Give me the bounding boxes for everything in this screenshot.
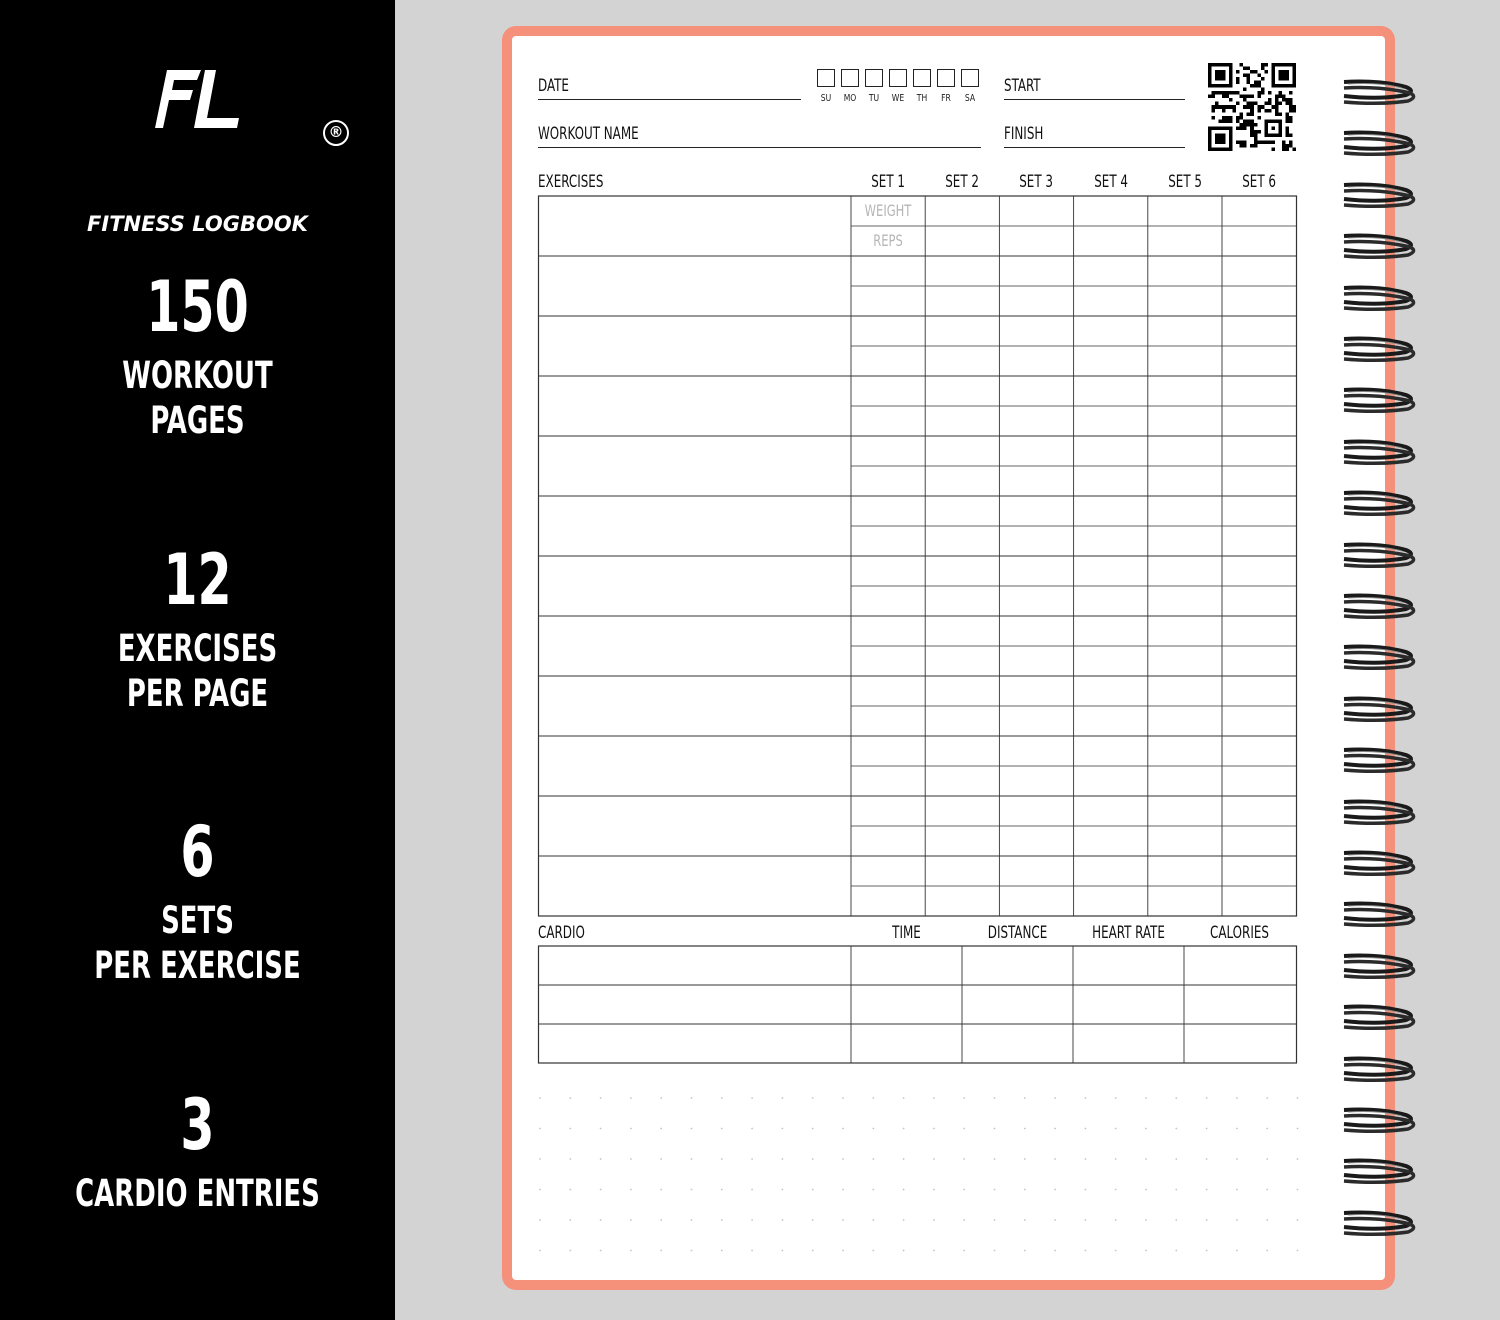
- reps-hint: REPS: [873, 231, 903, 250]
- dot-grid-dot: [721, 1097, 723, 1099]
- spiral-coil: [1340, 592, 1420, 622]
- spiral-coil: [1340, 541, 1420, 571]
- dot-grid-dot: [1175, 1097, 1177, 1099]
- spiral-coil: [1340, 335, 1420, 365]
- dot-grid-dot: [569, 1250, 571, 1252]
- cardio-table-border: [539, 946, 1297, 1063]
- spiral-coil: [1340, 1055, 1420, 1085]
- cardio-header-heart-rate: HEART RATE: [1092, 923, 1165, 943]
- dot-grid-dot: [842, 1128, 844, 1130]
- cardio-label: CARDIO: [538, 923, 585, 943]
- stat-workout-pages: [0, 266, 395, 443]
- dot-grid-dot: [1206, 1097, 1208, 1099]
- dot-grid-dot: [1054, 1219, 1056, 1221]
- set-header-2: SET 2: [945, 172, 980, 192]
- stat-label-line2: PER EXERCISE: [94, 944, 301, 987]
- spiral-coil: [1340, 798, 1420, 828]
- stat-number: 3: [180, 1084, 215, 1166]
- spiral-coil: [1340, 746, 1420, 776]
- dot-grid-dot: [1206, 1189, 1208, 1191]
- dot-grid-dot: [691, 1158, 693, 1160]
- dot-grid-dot: [1266, 1158, 1268, 1160]
- dot-grid-dot: [1266, 1128, 1268, 1130]
- exercise-and-cardio-grid: [512, 36, 1385, 1280]
- stat-number: 150: [146, 266, 249, 348]
- dot-grid-dot: [1054, 1250, 1056, 1252]
- set-header-4: SET 4: [1093, 172, 1128, 192]
- dot-grid-dot: [1054, 1128, 1056, 1130]
- dot-grid-dot: [600, 1219, 602, 1221]
- dot-grid-dot: [1085, 1189, 1087, 1191]
- dot-grid-dot: [933, 1158, 935, 1160]
- stat-label-line1: EXERCISES: [117, 627, 278, 670]
- dot-grid-dot: [872, 1250, 874, 1252]
- dot-grid-dot: [660, 1158, 662, 1160]
- dot-grid-dot: [963, 1219, 965, 1221]
- log-page: [512, 36, 1385, 1280]
- stat-label-line2: PAGES: [150, 399, 245, 442]
- dot-grid-dot: [812, 1097, 814, 1099]
- dot-grid-dot: [1236, 1097, 1238, 1099]
- weight-hint: WEIGHT: [864, 201, 912, 220]
- dot-grid-dot: [1236, 1250, 1238, 1252]
- set-header-5: SET 5: [1167, 172, 1202, 192]
- stat-label-line2: PER PAGE: [126, 672, 269, 715]
- dot-grid-dot: [630, 1158, 632, 1160]
- dot-grid-dot: [994, 1189, 996, 1191]
- stat-label-line1: SETS: [161, 899, 234, 942]
- dot-grid-dot: [933, 1250, 935, 1252]
- dot-grid-dot: [1175, 1158, 1177, 1160]
- date-label: DATE: [538, 76, 569, 96]
- dot-grid-dot: [812, 1158, 814, 1160]
- dot-grid-dot: [630, 1219, 632, 1221]
- dot-grid-dot: [872, 1128, 874, 1130]
- finish-label: FINISH: [1004, 124, 1044, 144]
- dot-grid-dot: [994, 1219, 996, 1221]
- cardio-header-calories: CALORIES: [1210, 923, 1269, 943]
- spiral-coil: [1340, 78, 1420, 108]
- dot-grid-dot: [600, 1250, 602, 1252]
- dot-grid-dot: [903, 1219, 905, 1221]
- workout-name-label: WORKOUT NAME: [538, 124, 639, 144]
- dot-grid-dot: [751, 1158, 753, 1160]
- dot-grid-dot: [1054, 1097, 1056, 1099]
- dot-grid-dot: [1054, 1158, 1056, 1160]
- dot-grid-dot: [630, 1250, 632, 1252]
- dot-grid-dot: [600, 1097, 602, 1099]
- dot-grid-dot: [1024, 1158, 1026, 1160]
- dot-grid-dot: [1145, 1219, 1147, 1221]
- set-header-3: SET 3: [1019, 172, 1054, 192]
- spiral-coil: [1340, 284, 1420, 314]
- spiral-coil: [1340, 695, 1420, 725]
- spiral-coil: [1340, 1106, 1420, 1136]
- dot-grid-dot: [903, 1097, 905, 1099]
- dot-grid-dot: [1085, 1250, 1087, 1252]
- dot-grid-dot: [630, 1128, 632, 1130]
- dot-grid-dot: [782, 1219, 784, 1221]
- dot-grid-dot: [691, 1219, 693, 1221]
- spiral-coil: [1340, 952, 1420, 982]
- stat-number: 12: [163, 539, 232, 621]
- dot-grid-dot: [1206, 1158, 1208, 1160]
- dot-grid-dot: [903, 1158, 905, 1160]
- dot-grid-dot: [1024, 1097, 1026, 1099]
- dot-grid-dot: [751, 1189, 753, 1191]
- dot-grid-dot: [933, 1128, 935, 1130]
- dot-grid-dot: [751, 1128, 753, 1130]
- stat-label-line1: WORKOUT: [122, 354, 273, 397]
- spiral-coil: [1340, 1157, 1420, 1187]
- dot-grid-dot: [1085, 1128, 1087, 1130]
- dot-grid-dot: [751, 1250, 753, 1252]
- stat-label-line1: CARDIO ENTRIES: [75, 1172, 320, 1215]
- dot-grid-dot: [994, 1097, 996, 1099]
- dot-grid-dot: [721, 1189, 723, 1191]
- dot-grid-dot: [782, 1128, 784, 1130]
- dot-grid-dot: [1085, 1158, 1087, 1160]
- day-name-fr: FR: [941, 93, 951, 104]
- dot-grid-dot: [782, 1158, 784, 1160]
- dot-grid-dot: [842, 1219, 844, 1221]
- stat-exercises-per-page: [0, 539, 395, 716]
- dot-grid-dot: [1175, 1250, 1177, 1252]
- dot-grid-dot: [1236, 1158, 1238, 1160]
- stat-sets-per-exercise: [0, 811, 395, 988]
- spiral-coil: [1340, 1209, 1420, 1239]
- day-name-tu: TU: [868, 93, 880, 104]
- dot-grid-dot: [1236, 1189, 1238, 1191]
- dot-grid-dot: [539, 1219, 541, 1221]
- dot-grid-dot: [539, 1128, 541, 1130]
- dot-grid-dot: [812, 1189, 814, 1191]
- dot-grid-dot: [1297, 1097, 1299, 1099]
- spiral-coil: [1340, 643, 1420, 673]
- dot-grid-dot: [1297, 1128, 1299, 1130]
- dot-grid-dot: [1206, 1219, 1208, 1221]
- dot-grid-dot: [1297, 1250, 1299, 1252]
- dot-grid-dot: [1145, 1097, 1147, 1099]
- dot-grid-dot: [691, 1250, 693, 1252]
- dot-grid-dot: [539, 1250, 541, 1252]
- day-name-th: TH: [916, 93, 928, 104]
- dot-grid-dot: [600, 1128, 602, 1130]
- dot-grid-dot: [782, 1250, 784, 1252]
- dot-grid-dot: [1145, 1189, 1147, 1191]
- dot-grid-dot: [569, 1128, 571, 1130]
- dot-grid-dot: [903, 1250, 905, 1252]
- dot-grid-dot: [1236, 1219, 1238, 1221]
- dot-grid-dot: [842, 1158, 844, 1160]
- dot-grid-dot: [1115, 1097, 1117, 1099]
- dot-grid-dot: [1145, 1128, 1147, 1130]
- dot-grid-dot: [963, 1189, 965, 1191]
- dot-grid-dot: [782, 1097, 784, 1099]
- spiral-coil: [1340, 849, 1420, 879]
- set-header-6: SET 6: [1242, 172, 1276, 192]
- dot-grid-dot: [994, 1250, 996, 1252]
- dot-grid-dot: [539, 1189, 541, 1191]
- dot-grid-dot: [933, 1097, 935, 1099]
- dot-grid-dot: [569, 1097, 571, 1099]
- dot-grid-dot: [721, 1128, 723, 1130]
- dot-grid-dot: [1054, 1189, 1056, 1191]
- dot-grid-dot: [1175, 1189, 1177, 1191]
- dot-grid-dot: [933, 1219, 935, 1221]
- dot-grid-dot: [903, 1128, 905, 1130]
- dot-grid-dot: [1115, 1250, 1117, 1252]
- dot-grid-dot: [933, 1189, 935, 1191]
- spiral-binding: [1340, 78, 1420, 1228]
- dot-grid-dot: [691, 1097, 693, 1099]
- dot-grid-dot: [812, 1250, 814, 1252]
- cardio-header-time: TIME: [892, 923, 921, 943]
- dot-grid-dot: [600, 1158, 602, 1160]
- feature-panel: [0, 0, 395, 1320]
- dot-grid-dot: [630, 1097, 632, 1099]
- dot-grid-dot: [1175, 1128, 1177, 1130]
- dot-grid-dot: [691, 1189, 693, 1191]
- dot-grid-dot: [963, 1128, 965, 1130]
- stat-number: 6: [180, 811, 215, 893]
- stat-cardio-entries: [0, 1084, 395, 1216]
- dot-grid-dot: [872, 1158, 874, 1160]
- dot-grid-dot: [1115, 1158, 1117, 1160]
- dot-grid-dot: [1024, 1128, 1026, 1130]
- dot-grid-dot: [842, 1189, 844, 1191]
- dot-grid-dot: [1145, 1250, 1147, 1252]
- dot-grid-dot: [660, 1128, 662, 1130]
- dot-grid-dot: [963, 1158, 965, 1160]
- dot-grid-dot: [782, 1189, 784, 1191]
- dot-grid-dot: [691, 1128, 693, 1130]
- set-header-1: SET 1: [871, 172, 905, 192]
- dot-grid-dot: [1175, 1219, 1177, 1221]
- dot-grid-dot: [1145, 1158, 1147, 1160]
- dot-grid-dot: [963, 1097, 965, 1099]
- dot-grid-dot: [872, 1189, 874, 1191]
- dot-grid-dot: [1266, 1189, 1268, 1191]
- dot-grid-dot: [963, 1250, 965, 1252]
- dot-grid-dot: [842, 1097, 844, 1099]
- notebook: [502, 26, 1395, 1290]
- dot-grid-dot: [1266, 1250, 1268, 1252]
- dot-grid-dot: [630, 1189, 632, 1191]
- dot-grid-dot: [660, 1097, 662, 1099]
- dot-grid-dot: [751, 1097, 753, 1099]
- dot-grid-dot: [1206, 1250, 1208, 1252]
- dot-grid-dot: [1024, 1219, 1026, 1221]
- exercises-label: EXERCISES: [538, 172, 604, 192]
- spiral-coil: [1340, 386, 1420, 416]
- spiral-coil: [1340, 900, 1420, 930]
- dot-grid-dot: [842, 1250, 844, 1252]
- cardio-header-distance: DISTANCE: [987, 923, 1048, 943]
- dot-grid-dot: [994, 1158, 996, 1160]
- dot-grid-dot: [1085, 1097, 1087, 1099]
- dot-grid-dot: [903, 1189, 905, 1191]
- dot-grid-dot: [872, 1097, 874, 1099]
- dot-grid-dot: [569, 1219, 571, 1221]
- dot-grid-dot: [1297, 1158, 1299, 1160]
- dot-grid-dot: [721, 1250, 723, 1252]
- registered-mark: ®: [323, 120, 349, 146]
- dot-grid-dot: [751, 1219, 753, 1221]
- dot-grid-dot: [539, 1097, 541, 1099]
- dot-grid-dot: [1024, 1250, 1026, 1252]
- spiral-coil: [1340, 181, 1420, 211]
- dot-grid-dot: [1266, 1097, 1268, 1099]
- spiral-coil: [1340, 232, 1420, 262]
- dot-grid-dot: [721, 1219, 723, 1221]
- dot-grid-dot: [812, 1219, 814, 1221]
- dot-grid-dot: [1297, 1219, 1299, 1221]
- dot-grid-dot: [569, 1189, 571, 1191]
- brand-name: FITNESS LOGBOOK: [87, 212, 308, 236]
- dot-grid-dot: [660, 1189, 662, 1191]
- spiral-coil: [1340, 438, 1420, 468]
- dot-grid-dot: [1115, 1189, 1117, 1191]
- dot-grid-dot: [1266, 1219, 1268, 1221]
- day-name-sa: SA: [964, 93, 976, 104]
- dot-grid-dot: [1024, 1189, 1026, 1191]
- dot-grid-dot: [539, 1158, 541, 1160]
- dot-grid-dot: [812, 1128, 814, 1130]
- start-label: START: [1004, 76, 1041, 96]
- dot-grid-dot: [1085, 1219, 1087, 1221]
- dot-grid-dot: [872, 1219, 874, 1221]
- day-name-su: SU: [820, 93, 832, 104]
- dot-grid-dot: [721, 1158, 723, 1160]
- dot-grid-dot: [660, 1250, 662, 1252]
- fl-logo-icon: [155, 70, 243, 132]
- dot-grid-dot: [1206, 1128, 1208, 1130]
- dot-grid-dot: [660, 1219, 662, 1221]
- spiral-coil: [1340, 489, 1420, 519]
- dot-grid-dot: [1236, 1128, 1238, 1130]
- spiral-coil: [1340, 129, 1420, 159]
- day-name-we: WE: [891, 93, 905, 104]
- spiral-coil: [1340, 1003, 1420, 1033]
- day-name-mo: MO: [843, 93, 857, 104]
- dot-grid-dot: [600, 1189, 602, 1191]
- dot-grid-dot: [1115, 1128, 1117, 1130]
- dot-grid-dot: [1297, 1189, 1299, 1191]
- dot-grid-dot: [1115, 1219, 1117, 1221]
- dot-grid-dot: [994, 1128, 996, 1130]
- dot-grid-dot: [569, 1158, 571, 1160]
